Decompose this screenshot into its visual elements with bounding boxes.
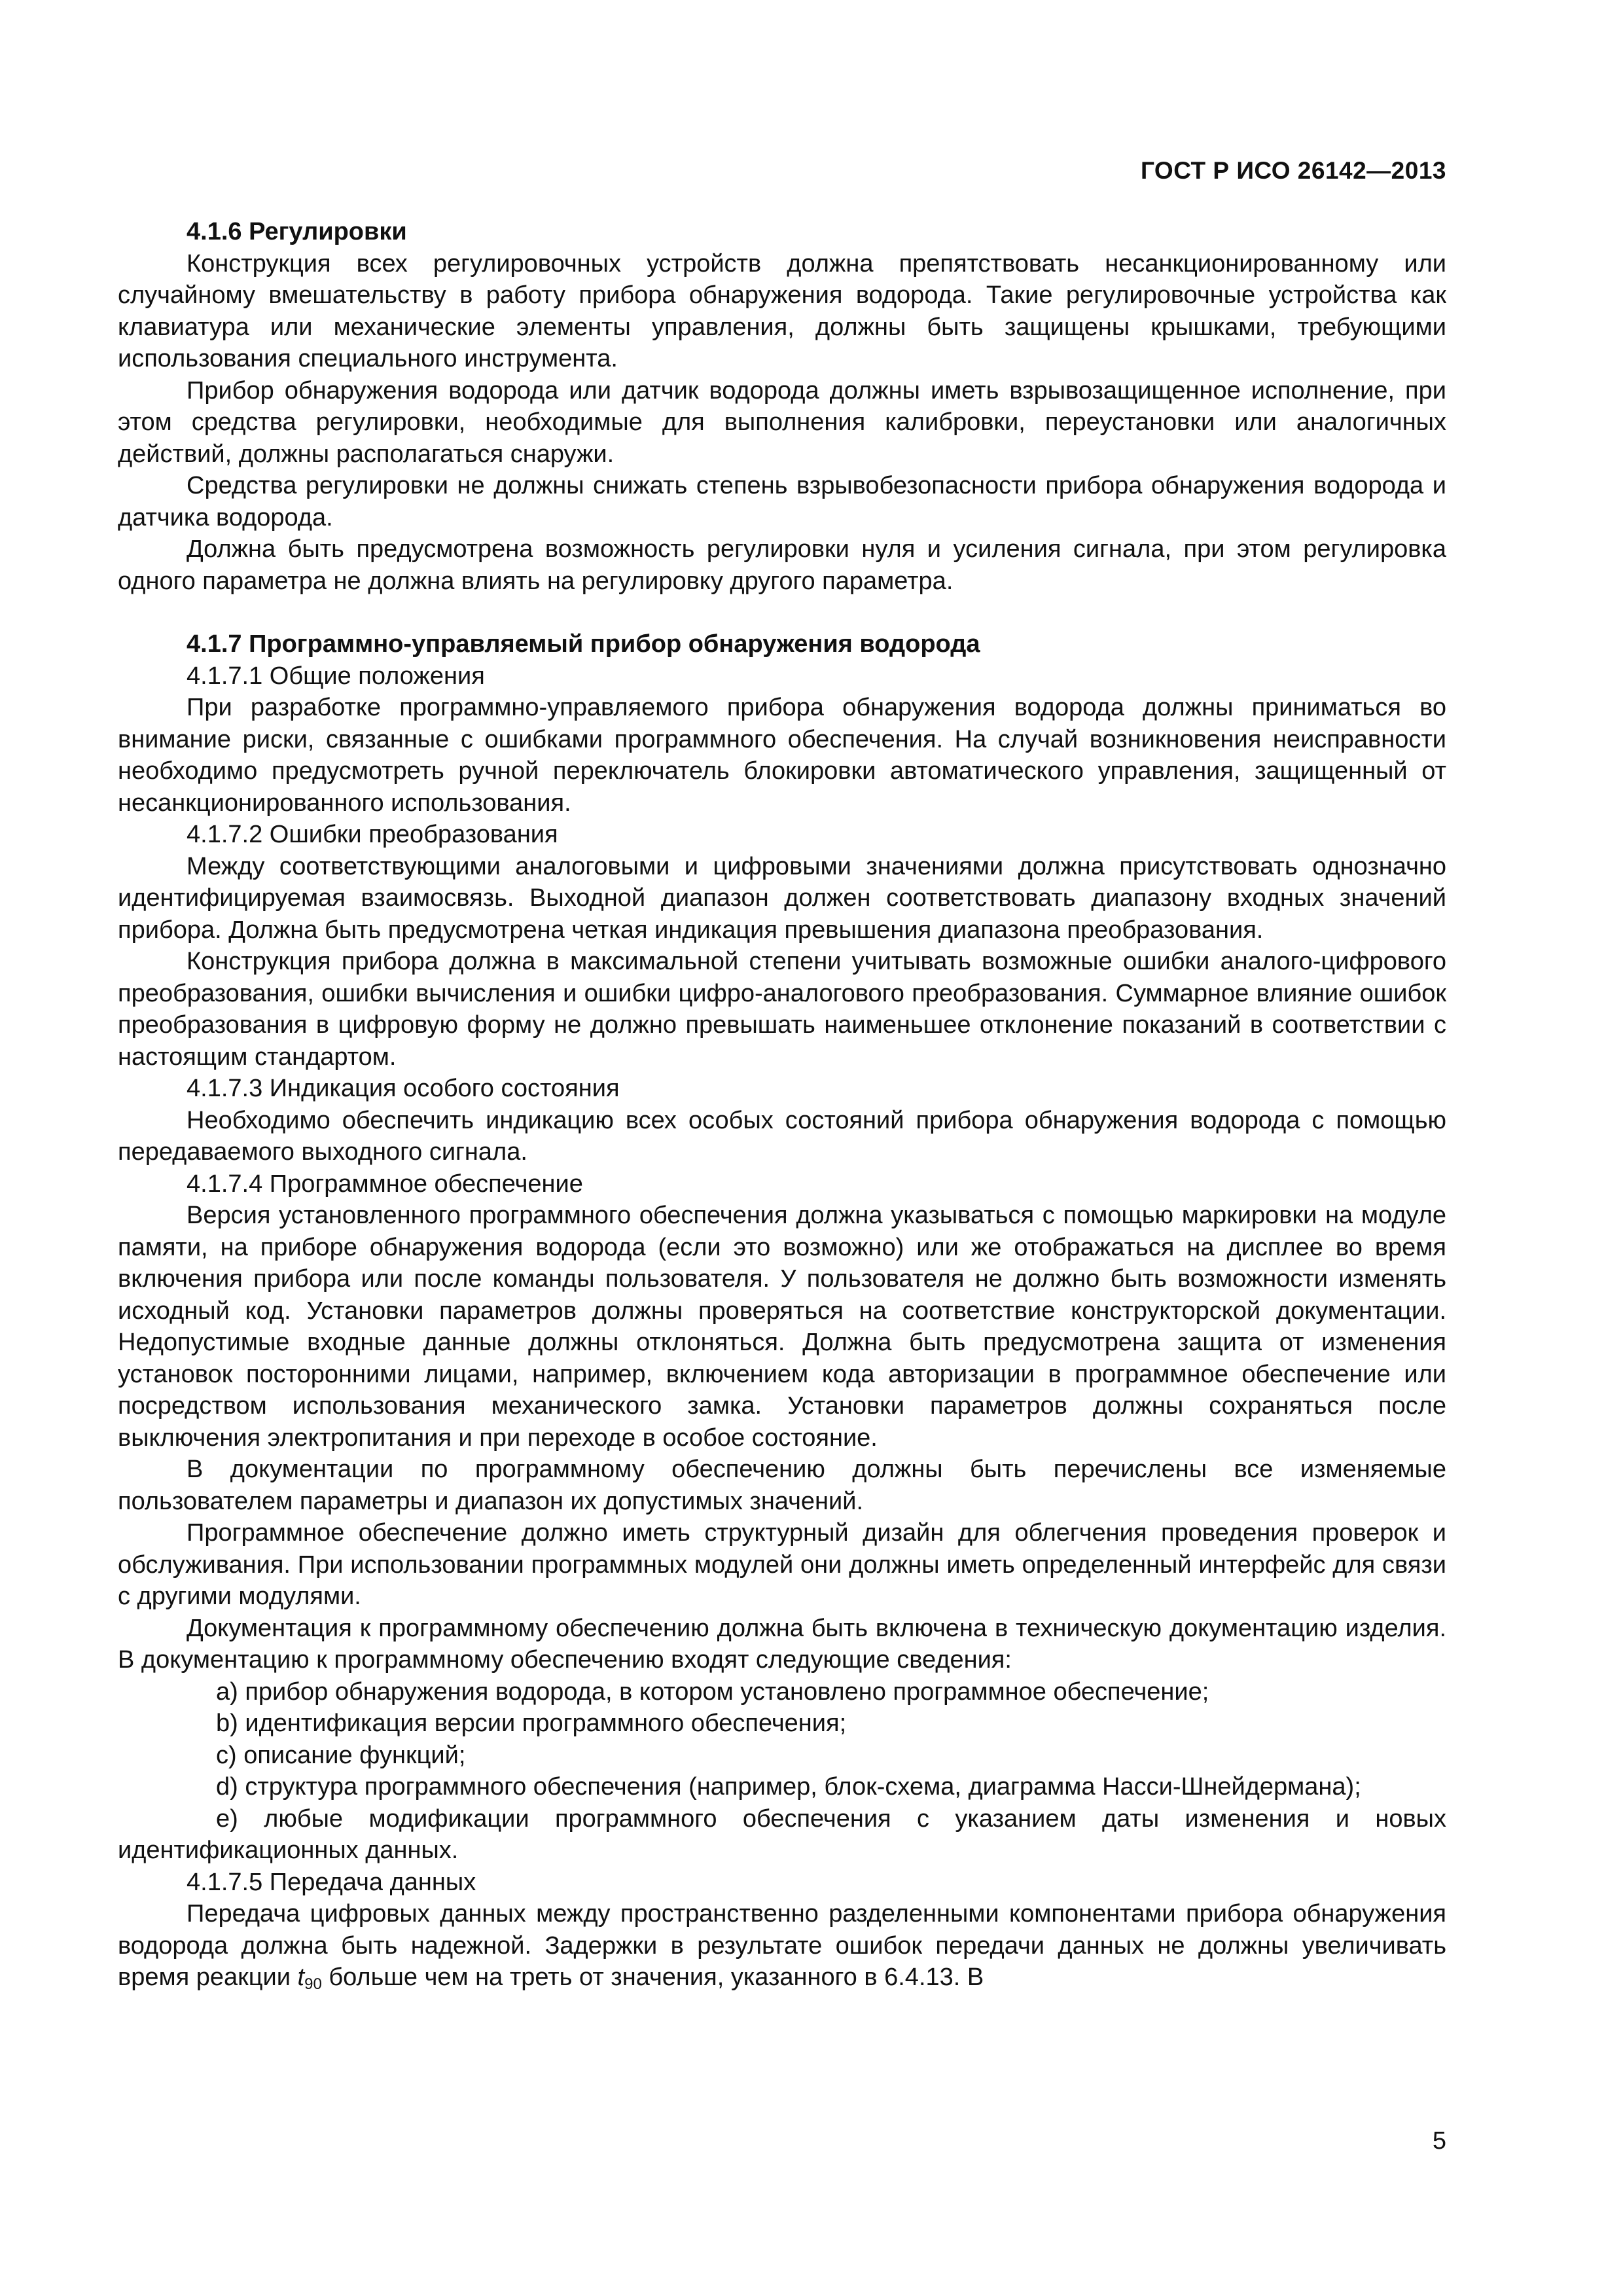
- paragraph: Программное обеспечение должно иметь структурный дизайн для облегчения проведения проверок и обслуживания. При использовании программных модулей они должны иметь определенный интерфейс для связи с другими модулями.: [118, 1519, 1446, 1610]
- section-heading-4-1-7: 4.1.7 Программно-управляемый прибор обнаружения водорода: [187, 630, 980, 658]
- document-body: [118, 216, 1446, 2001]
- list-item: b) идентификация версии программного обеспечения;: [216, 1710, 847, 1737]
- subsection-heading-4-1-7-5: 4.1.7.5 Передача данных: [187, 1868, 476, 1896]
- list-item: a) прибор обнаружения водорода, в котором установлено программное обеспечение;: [216, 1677, 1209, 1706]
- list-item: e) любые модификации программного обеспечения с указанием даты изменения и новых идентификационных данных.: [118, 1804, 1446, 1864]
- subsection-heading-4-1-7-2: 4.1.7.2 Ошибки преобразования: [187, 821, 558, 848]
- paragraph: В документации по программному обеспечению должны быть перечислены все изменяемые пользователем параметры и диапазон их допустимых значений.: [118, 1456, 1446, 1515]
- paragraph-text: Передача цифровых данных между пространственно разделенными компонентами прибора обнаружения водорода должна быть надежной. Задержки в результате ошибок передачи данных не должны увеличивать время реакции: [118, 1900, 1446, 1991]
- paragraph: Должна быть предусмотрена возможность регулировки нуля и усиления сигнала, при этом регулировка одного параметра не должна влиять на регулировку другого параметра.: [118, 535, 1446, 595]
- paragraph: Версия установленного программного обеспечения должна указываться с помощью маркировки на модуле памяти, на приборе обнаружения водорода (если это возможно) или же отображаться на дисплее во время включения прибора или после команды пользователя. У пользователя не должно быть возможности изменять исходный код. Установки параметров должны проверяться на соответствие конструкторской документации. Недопустимые входные данные должны отклоняться. Должна быть предусмотрена защита от изменения установок посторонними лицами, например, включением кода авторизации в программное обеспечение или посредством использования механического замка. Установки параметров должны сохраняться после выключения электропитания и при переходе в особое состояние.: [118, 1202, 1446, 1452]
- paragraph: Конструкция всех регулировочных устройств должна препятствовать несанкционированному или случайному вмешательству в работу прибора обнаружения водорода. Такие регулировочные устройства как клавиатура или механические элементы управления, должны быть защищены крышками, требующими использования специального инструмента.: [118, 249, 1446, 372]
- paragraph: Необходимо обеспечить индикацию всех особых состояний прибора обнаружения водорода с помощью передаваемого выходного сигнала.: [118, 1106, 1446, 1166]
- paragraph: Документация к программному обеспечению должна быть включена в техническую документацию изделия. В документацию к программному обеспечению входят следующие сведения:: [118, 1614, 1446, 1674]
- subsection-heading-4-1-7-3: 4.1.7.3 Индикация особого состояния: [187, 1075, 620, 1102]
- paragraph: При разработке программно-управляемого прибора обнаружения водорода должны приниматься во внимание риски, связанные с ошибками программного обеспечения. На случай возникновения неисправности необходимо предусмотреть ручной переключатель блокировки автоматического управления, защищенный от несанкционированного использования.: [118, 694, 1446, 817]
- paragraph: [118, 1898, 1446, 2001]
- paragraph: Прибор обнаружения водорода или датчик водорода должны иметь взрывозащищенное исполнение, при этом средства регулировки, необходимые для выполнения калибровки, переустановки или аналогичных действий, должны располагаться снаружи.: [118, 376, 1446, 468]
- time-symbol: t: [297, 1964, 305, 1991]
- time-subscript: 90: [304, 1975, 322, 1993]
- paragraph-text: больше чем на треть от значения, указанного в 6.4.13. В: [321, 1964, 984, 1991]
- page-number: 5: [1432, 2127, 1446, 2155]
- paragraph: Средства регулировки не должны снижать степень взрывобезопасности прибора обнаружения водорода и датчика водорода.: [118, 472, 1446, 531]
- section-heading-4-1-6: 4.1.6 Регулировки: [187, 218, 407, 245]
- standard-header: ГОСТ Р ИСО 26142—2013: [1140, 157, 1446, 184]
- subsection-heading-4-1-7-4: 4.1.7.4 Программное обеспечение: [187, 1170, 583, 1198]
- list-item: c) описание функций;: [216, 1741, 466, 1769]
- paragraph: Конструкция прибора должна в максимальной степени учитывать возможные ошибки аналого-цифрового преобразования, ошибки вычисления и ошибки цифро-аналогового преобразования. Суммарное влияние ошибок преобразования в цифровую форму не должно превышать наименьшее отклонение показаний в соответствии с настоящим стандартом.: [118, 948, 1446, 1071]
- paragraph: Между соответствующими аналоговыми и цифровыми значениями должна присутствовать однозначно идентифицируемая взаимосвязь. Выходной диапазон должен соответствовать диапазону входных значений прибора. Должна быть предусмотрена четкая индикация превышения диапазона преобразования.: [118, 852, 1446, 944]
- subsection-heading-4-1-7-1: 4.1.7.1 Общие положения: [187, 662, 485, 690]
- list-item: d) структура программного обеспечения (например, блок-схема, диаграмма Насси-Шнейдермана);: [216, 1773, 1361, 1801]
